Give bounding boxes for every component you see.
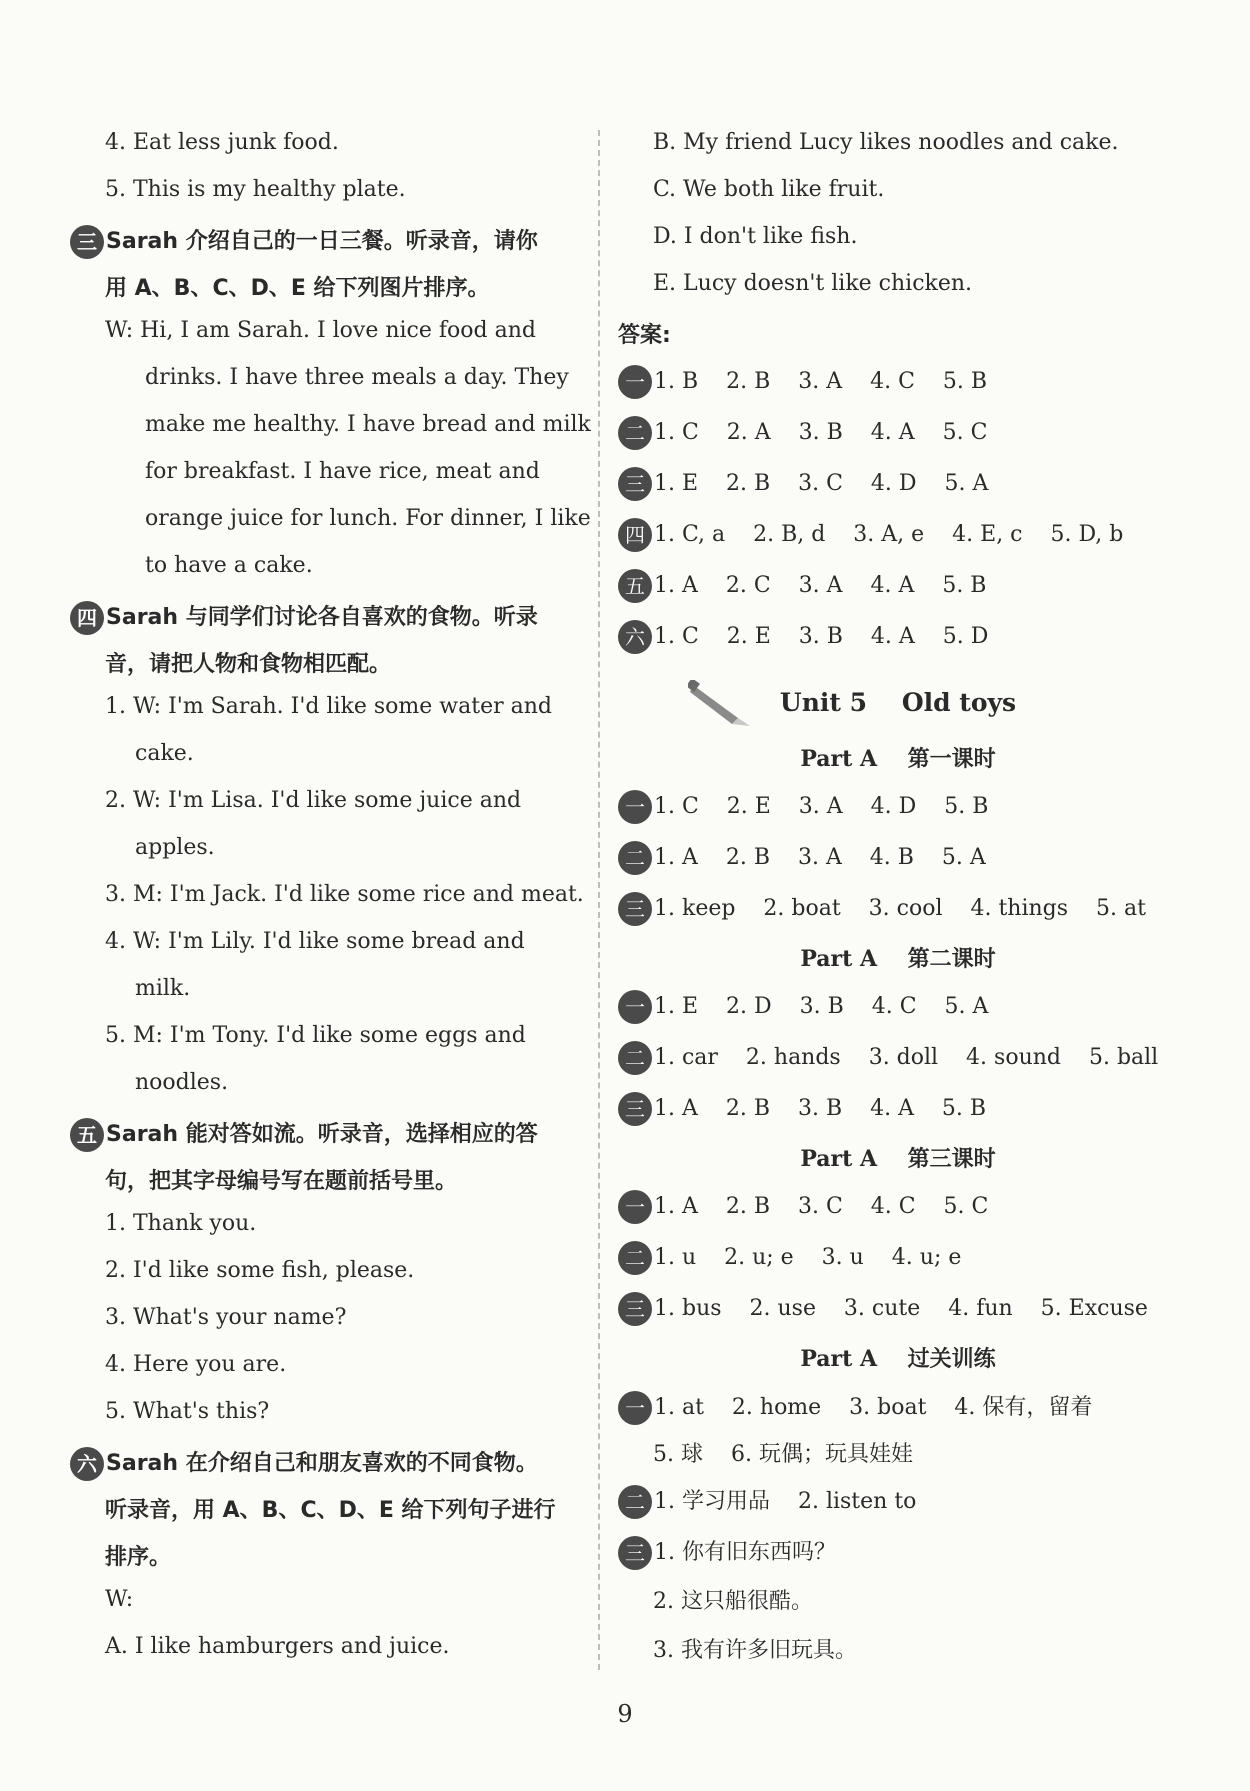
column-divider [598, 130, 600, 1670]
section-number-badge: 六 [618, 620, 652, 654]
right-line [618, 990, 988, 1024]
left-line [105, 1540, 171, 1571]
line-text: 4. W: I'm Lily. I'd like some bread and [105, 929, 525, 954]
line-text: drinks. I have three meals a day. They [145, 365, 569, 390]
part-heading [618, 742, 1178, 773]
section-number-badge: 二 [618, 416, 652, 450]
line-text: 2. I'd like some fish, please. [105, 1258, 415, 1283]
section-number-badge: 一 [618, 365, 652, 399]
right-line [653, 224, 857, 249]
right-line [618, 518, 1123, 552]
section-number-badge: 一 [618, 1391, 652, 1425]
line-text: apples. [135, 835, 215, 860]
left-line [105, 130, 339, 155]
section-number-badge: 六 [70, 1447, 104, 1481]
line-text: 1. A 2. B 3. A 4. B 5. A [654, 845, 986, 870]
left-line [145, 553, 313, 578]
left-line [105, 1258, 414, 1283]
line-text: Part A 第一课时 [800, 746, 996, 772]
left-line [70, 1117, 538, 1152]
line-text: 排序。 [105, 1545, 172, 1570]
left-line [105, 1305, 346, 1330]
left-line [105, 1164, 457, 1195]
line-text: Part A 第二课时 [800, 946, 996, 972]
right-line [618, 569, 986, 603]
part-heading [618, 1342, 1178, 1373]
line-text: Sarah 与同学们讨论各自喜欢的食物。听录 [106, 605, 538, 630]
section-number-badge: 二 [618, 1241, 652, 1275]
left-line [105, 929, 525, 954]
right-line [653, 1633, 857, 1664]
line-text: W: Hi, I am Sarah. I love nice food and [105, 318, 536, 343]
left-line [70, 224, 538, 259]
line-text: 1. C 2. A 3. B 4. A 5. C [654, 420, 988, 445]
right-line [618, 620, 988, 654]
line-text: Sarah 介绍自己的一日三餐。听录音，请你 [106, 229, 538, 254]
line-text: 1. E 2. B 3. C 4. D 5. A [654, 471, 989, 496]
right-line [618, 790, 988, 824]
line-text: 1. A 2. B 3. B 4. A 5. B [654, 1096, 987, 1121]
line-text: noodles. [135, 1070, 229, 1095]
line-text: 1. bus 2. use 3. cute 4. fun 5. Excuse [654, 1296, 1148, 1321]
line-text: 5. M: I'm Tony. I'd like some eggs and [105, 1023, 526, 1048]
right-line [618, 892, 1146, 926]
line-text: Part A 过关训练 [800, 1346, 996, 1372]
line-text: 听录音，用 A、B、C、D、E 给下列句子进行 [105, 1498, 556, 1523]
left-line [105, 1023, 526, 1048]
section-number-badge: 一 [618, 790, 652, 824]
left-line [105, 1587, 133, 1612]
section-number-badge: 一 [618, 1190, 652, 1224]
section-number-badge: 三 [618, 892, 652, 926]
unit-title [618, 688, 1178, 717]
line-text: 用 A、B、C、D、E 给下列图片排序。 [105, 276, 490, 301]
left-line [105, 647, 391, 678]
line-text: 答案: [618, 323, 671, 348]
right-line [618, 1041, 1158, 1075]
line-text: 音，请把人物和食物相匹配。 [105, 652, 392, 677]
line-text: Sarah 在介绍自己和朋友喜欢的不同食物。 [106, 1451, 538, 1476]
left-line [105, 177, 406, 202]
left-line [105, 1493, 556, 1524]
section-number-badge: 五 [70, 1118, 104, 1152]
line-text: 1. E 2. D 3. B 4. C 5. A [654, 994, 989, 1019]
left-line [105, 1399, 269, 1424]
left-line [105, 788, 521, 813]
left-line [105, 1352, 286, 1377]
right-line [618, 1292, 1148, 1326]
line-text: 句，把其字母编号写在题前括号里。 [105, 1169, 458, 1194]
line-text: 1. C 2. E 3. A 4. D 5. B [654, 794, 989, 819]
left-line [105, 694, 552, 719]
left-line [105, 882, 584, 907]
section-number-badge: 一 [618, 990, 652, 1024]
line-text: 1. 学习用品 2. listen to [654, 1489, 917, 1514]
right-line [618, 416, 987, 450]
part-heading [618, 942, 1178, 973]
section-number-badge: 三 [618, 1536, 652, 1570]
left-line [105, 1211, 256, 1236]
line-text: 3. M: I'm Jack. I'd like some rice and meat. [105, 882, 584, 907]
right-line [618, 365, 987, 399]
left-line [135, 835, 215, 860]
line-text: 1. keep 2. boat 3. cool 4. things 5. at [654, 896, 1146, 921]
right-line [618, 1484, 916, 1519]
line-text: B. My friend Lucy likes noodles and cake. [653, 130, 1119, 155]
right-line [618, 1241, 961, 1275]
section-number-badge: 五 [618, 569, 652, 603]
line-text: 5. 球 6. 玩偶；玩具娃娃 [653, 1442, 913, 1467]
line-text: C. We both like fruit. [653, 177, 885, 202]
line-text: 4. Eat less junk food. [105, 130, 339, 155]
line-text: 1. A 2. C 3. A 4. A 5. B [654, 573, 987, 598]
line-text: 1. W: I'm Sarah. I'd like some water and [105, 694, 552, 719]
part-heading [618, 1142, 1178, 1173]
left-line [105, 271, 490, 302]
right-line [618, 318, 671, 349]
line-text: Sarah 能对答如流。听录音，选择相应的答 [106, 1122, 538, 1147]
section-number-badge: 三 [618, 467, 652, 501]
right-line [653, 177, 884, 202]
right-line [653, 1437, 913, 1468]
line-text: 2. W: I'm Lisa. I'd like some juice and [105, 788, 522, 813]
line-text: milk. [135, 976, 191, 1001]
right-line [653, 130, 1119, 155]
line-text: 5. What's this? [105, 1399, 270, 1424]
left-line [105, 1634, 450, 1659]
line-text: 1. A 2. B 3. C 4. C 5. C [654, 1194, 989, 1219]
line-text: 4. Here you are. [105, 1352, 287, 1377]
line-text: orange juice for lunch. For dinner, I like [145, 506, 591, 531]
section-number-badge: 二 [618, 841, 652, 875]
page-number: 9 [617, 1700, 633, 1728]
right-line [653, 271, 972, 296]
left-line [105, 318, 536, 343]
line-text: 1. C, a 2. B, d 3. A, e 4. E, c 5. D, b [654, 522, 1124, 547]
line-text: cake. [135, 741, 194, 766]
line-text: 1. Thank you. [105, 1211, 257, 1236]
line-text: Part A 第三课时 [800, 1146, 996, 1172]
left-line [135, 976, 190, 1001]
line-text: 1. car 2. hands 3. doll 4. sound 5. ball [654, 1045, 1159, 1070]
section-number-badge: 四 [70, 601, 104, 635]
line-text: 3. 我有许多旧玩具。 [653, 1638, 857, 1663]
section-number-badge: 二 [618, 1041, 652, 1075]
section-number-badge: 三 [618, 1292, 652, 1326]
line-text: A. I like hamburgers and juice. [105, 1634, 450, 1659]
line-text: W: [105, 1587, 134, 1612]
line-text: 1. u 2. u; e 3. u 4. u; e [654, 1245, 962, 1270]
left-line [70, 600, 538, 635]
left-line [135, 741, 194, 766]
line-text: 1. B 2. B 3. A 4. C 5. B [654, 369, 988, 394]
left-line [145, 365, 569, 390]
left-line [145, 412, 591, 437]
right-line [653, 1584, 813, 1615]
line-text: for breakfast. I have rice, meat and [145, 459, 540, 484]
section-number-badge: 四 [618, 518, 652, 552]
line-text: Unit 5 Old toys [779, 688, 1017, 717]
line-text: make me healthy. I have bread and milk [145, 412, 591, 437]
line-text: E. Lucy doesn't like chicken. [653, 271, 973, 296]
line-text: D. I don't like fish. [653, 224, 858, 249]
left-line [70, 1446, 538, 1481]
right-line [618, 1190, 988, 1224]
section-number-badge: 三 [618, 1092, 652, 1126]
right-line [618, 1092, 986, 1126]
right-line [618, 1535, 836, 1570]
right-line [618, 467, 988, 501]
line-text: 1. at 2. home 3. boat 4. 保有，留着 [654, 1395, 1093, 1420]
line-text: 3. What's your name? [105, 1305, 347, 1330]
right-line [618, 1390, 1092, 1425]
left-line [145, 459, 540, 484]
section-number-badge: 二 [618, 1485, 652, 1519]
line-text: to have a cake. [145, 553, 313, 578]
left-line [145, 506, 591, 531]
line-text: 1. 你有旧东西吗？ [654, 1540, 836, 1565]
section-number-badge: 三 [70, 225, 104, 259]
left-line [135, 1070, 228, 1095]
line-text: 2. 这只船很酷。 [653, 1589, 813, 1614]
line-text: 5. This is my healthy plate. [105, 177, 406, 202]
right-line [618, 841, 986, 875]
line-text: 1. C 2. E 3. B 4. A 5. D [654, 624, 989, 649]
